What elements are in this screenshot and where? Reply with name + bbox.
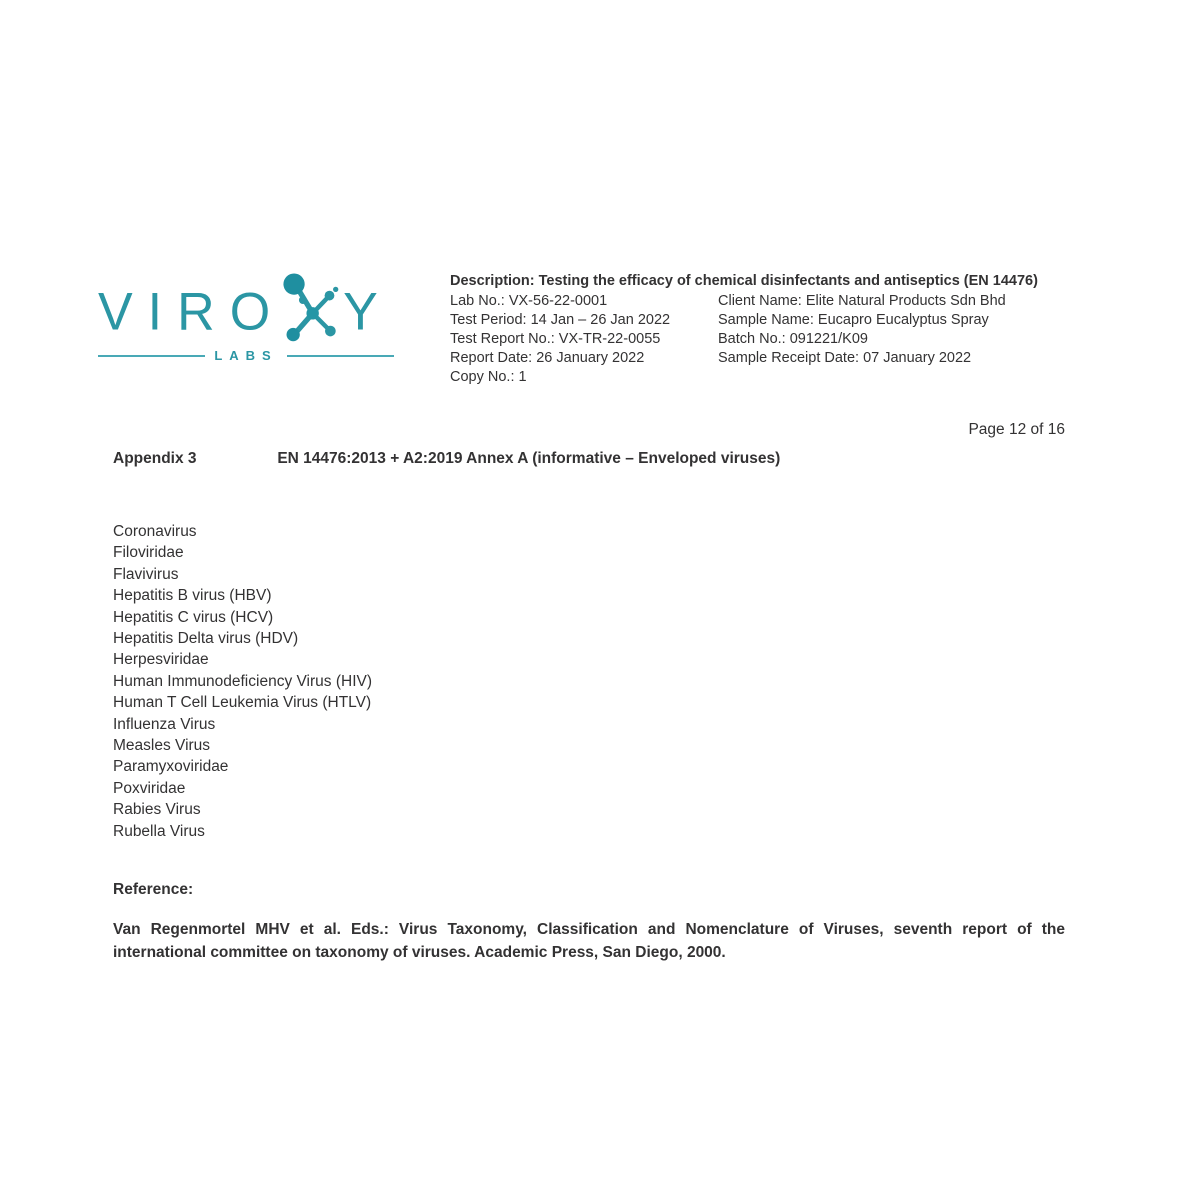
- appendix-title: EN 14476:2013 + A2:2019 Annex A (informative – Enveloped viruses): [277, 450, 781, 467]
- report-header-info: [450, 272, 1068, 387]
- logo-letter-o: O: [229, 282, 286, 342]
- page-indicator: Page 12 of 16: [968, 421, 1065, 438]
- logo-letter-y: Y: [343, 282, 393, 342]
- virus-list-item: Human T Cell Leukemia Virus (HTLV): [113, 694, 372, 712]
- logo-wordmark: [98, 280, 394, 344]
- batch-no: Batch No.: 091221/K09: [718, 331, 868, 347]
- client-name: Client Name: Elite Natural Products Sdn Bhd: [718, 293, 1006, 309]
- test-period: Test Period: 14 Jan – 26 Jan 2022: [450, 312, 671, 328]
- virus-list-item: Rubella Virus: [113, 822, 205, 840]
- appendix-heading: [113, 450, 780, 468]
- virus-list-item: Poxviridae: [113, 779, 186, 797]
- virus-list-item: Hepatitis C virus (HCV): [113, 608, 274, 626]
- virus-list-item: Measles Virus: [113, 737, 211, 755]
- reference-heading: Reference:: [113, 881, 194, 898]
- viroxy-logo: [98, 280, 394, 363]
- virus-list-item: Paramyxoviridae: [113, 758, 229, 776]
- virus-list-item: Rabies Virus: [113, 801, 201, 819]
- virus-list-item: Hepatitis Delta virus (HDV): [113, 630, 299, 648]
- logo-labs-label: LABS: [214, 348, 278, 363]
- logo-letters-vir: VIR: [98, 282, 230, 342]
- reference-text: Van Regenmortel MHV et al. Eds.: Virus Taxonomy, Classification and Nomenclature of Viruses, seventh report of the international committee on taxonomy of viruses. Academic Press, San Diego, 2000.: [113, 921, 1065, 961]
- virus-list-item: Human Immunodeficiency Virus (HIV): [113, 672, 372, 690]
- empty-cell: [718, 368, 1068, 387]
- header-info-grid: [450, 292, 1068, 387]
- virus-list-item: Hepatitis B virus (HBV): [113, 587, 272, 605]
- logo-labs-row: [98, 348, 394, 363]
- virus-list-item: Influenza Virus: [113, 715, 216, 733]
- virus-list-item: Herpesviridae: [113, 651, 209, 669]
- report-date: Report Date: 26 January 2022: [450, 350, 645, 366]
- test-report-no: Test Report No.: VX-TR-22-0055: [450, 331, 661, 347]
- virus-list: [113, 521, 372, 842]
- logo-rule-left: [98, 355, 205, 357]
- molecule-x-icon: [279, 272, 341, 344]
- copy-no: Copy No.: 1: [450, 369, 527, 385]
- description-line: Description: Testing the efficacy of chemical disinfectants and antiseptics (EN 14476): [450, 273, 1038, 289]
- sample-receipt-date: Sample Receipt Date: 07 January 2022: [718, 350, 972, 366]
- virus-list-item: Filoviridae: [113, 544, 184, 562]
- virus-list-item: Coronavirus: [113, 523, 197, 540]
- virus-list-item: Flavivirus: [113, 565, 179, 583]
- appendix-label: Appendix 3: [113, 450, 197, 467]
- sample-name: Sample Name: Eucapro Eucalyptus Spray: [718, 312, 989, 328]
- lab-no: Lab No.: VX-56-22-0001: [450, 293, 608, 309]
- logo-rule-right: [287, 355, 394, 357]
